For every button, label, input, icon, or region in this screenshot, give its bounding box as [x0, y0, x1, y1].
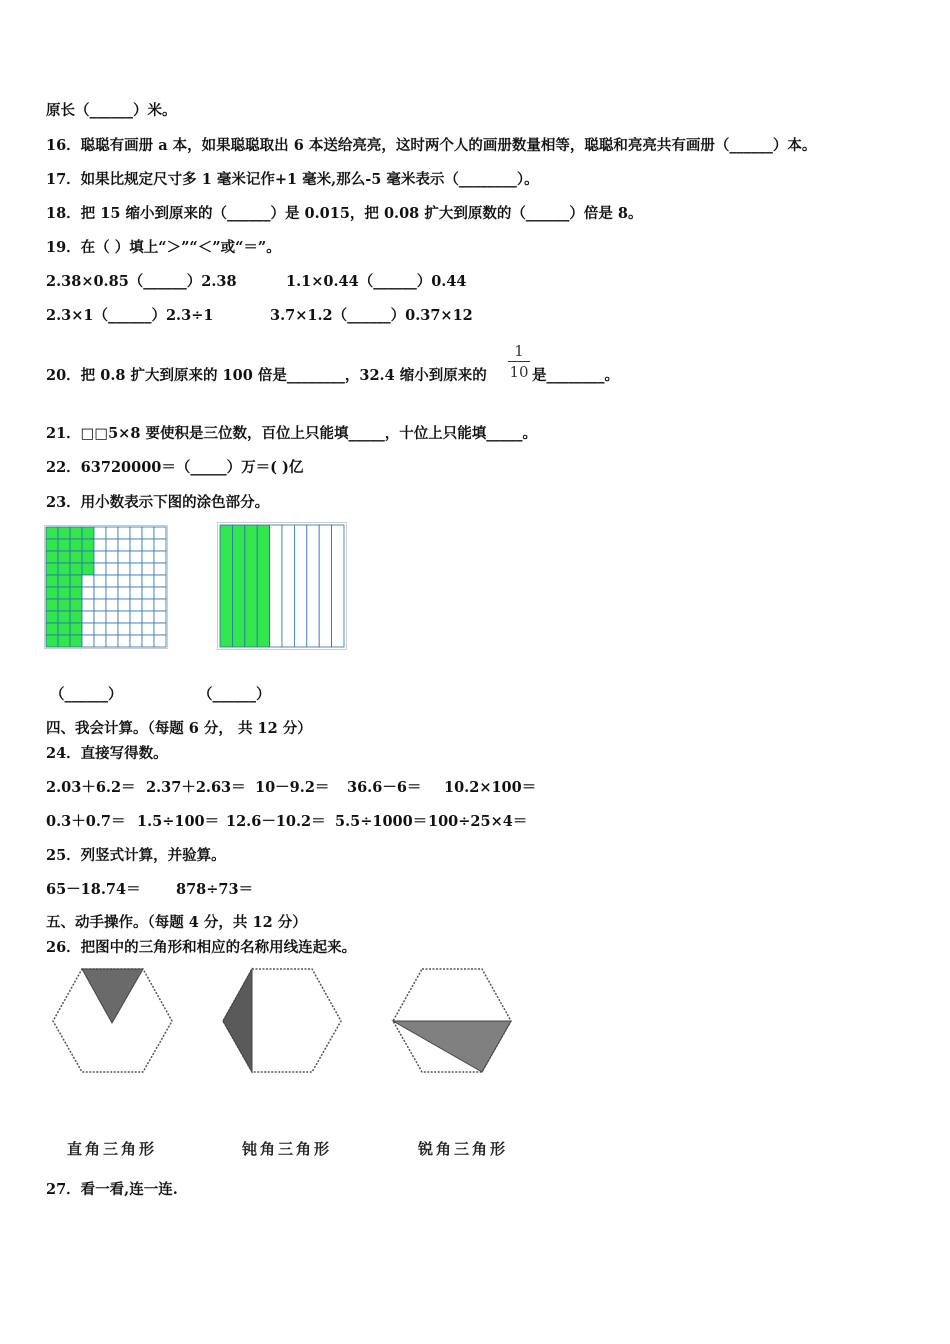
question-25-title: 25．列竖式计算，并验算。 [46, 847, 226, 864]
grid-cell [154, 623, 166, 635]
grid-cell [82, 635, 94, 647]
shaded-cell [82, 539, 94, 551]
shaded-cell [70, 551, 82, 563]
shaded-cell [58, 611, 70, 623]
shaded-cell [70, 575, 82, 587]
grid-cell [130, 563, 142, 575]
grid-cell [82, 599, 94, 611]
q15-tail: 原长（______）米。 [46, 102, 177, 119]
q24-r2-c3: 12.6－10.2＝ [226, 813, 326, 830]
question-27: 27．看一看,连一连. [46, 1181, 178, 1198]
grid-cell [118, 539, 130, 551]
shaded-cell [58, 635, 70, 647]
q24-r2-c1: 0.3＋0.7＝ [46, 813, 126, 830]
grid-cell [106, 623, 118, 635]
question-23-title: 23．用小数表示下图的涂色部分。 [46, 494, 270, 511]
shaded-strip [232, 525, 244, 647]
question-18: 18．把 15 缩小到原来的（______）是 0.015，把 0.08 扩大到原数的（______）倍是 8。 [46, 205, 643, 222]
grid-cell [94, 539, 106, 551]
grid-cell [154, 635, 166, 647]
shaded-cell [46, 575, 58, 587]
grid-cell [118, 599, 130, 611]
shaded-cell [46, 611, 58, 623]
q24-r1-c4: 36.6－6＝ [347, 779, 422, 796]
grid-cell [130, 527, 142, 539]
shaded-strip [257, 525, 269, 647]
q19-item-b: 1.1×0.44（______）0.44 [286, 273, 467, 290]
grid-cell [154, 551, 166, 563]
grid-cell [130, 575, 142, 587]
hexagon-right-triangle [50, 966, 175, 1076]
shaded-cell [58, 587, 70, 599]
grid-cell [130, 551, 142, 563]
question-20-part1: 20．把 0.8 扩大到原来的 100 倍是________，32.4 缩小到原来的 [46, 367, 487, 384]
shaded-cell [82, 551, 94, 563]
fraction-denominator: 10 [509, 363, 529, 381]
question-16: 16．聪聪有画册 a 本，如果聪聪取出 6 本送给亮亮，这时两个人的画册数量相等，聪聪和亮亮共有画册（______）本。 [46, 137, 817, 154]
question-26-title: 26．把图中的三角形和相应的名称用线连起来。 [46, 939, 357, 956]
hexagon-acute-triangle [389, 966, 514, 1076]
grid-cell [94, 623, 106, 635]
shaded-cell [70, 563, 82, 575]
grid-cell [82, 587, 94, 599]
grid-cell [118, 623, 130, 635]
question-19-title: 19．在（ ）填上“＞”“＜”或“＝”。 [46, 239, 281, 256]
grid-cell [82, 623, 94, 635]
shaded-cell [46, 527, 58, 539]
grid-cell [142, 599, 154, 611]
q23-blank-1: （______） [50, 686, 123, 703]
grid-cell [106, 575, 118, 587]
shaded-cell [70, 539, 82, 551]
q25-item-a: 65－18.74＝ [46, 881, 141, 898]
section-5-heading: 五、动手操作。（每题 4 分，共 12 分） [46, 914, 307, 931]
q19-item-c: 2.3×1（______）2.3÷1 [46, 307, 214, 324]
shaded-cell [70, 611, 82, 623]
shaded-cell [58, 599, 70, 611]
shaded-strip [220, 525, 232, 647]
grid-cell [142, 527, 154, 539]
grid-cell [130, 635, 142, 647]
shaded-cell [82, 563, 94, 575]
q24-r2-c4: 5.5÷1000＝ [335, 813, 428, 830]
grid-cell [94, 527, 106, 539]
q24-r1-c5: 10.2×100＝ [444, 779, 537, 796]
grid-cell [106, 587, 118, 599]
fraction-numerator: 1 [514, 342, 524, 360]
grid-cell [118, 527, 130, 539]
grid-cell [130, 623, 142, 635]
shaded-cell [70, 599, 82, 611]
question-22: 22．63720000＝（_____）万＝( )亿 [46, 459, 304, 476]
shaded-strip [245, 525, 257, 647]
q20-fraction [508, 342, 530, 381]
q24-r2-c5: 100÷25×4＝ [428, 813, 528, 830]
grid-cell [94, 611, 106, 623]
strip [332, 525, 344, 647]
strip [307, 525, 319, 647]
q25-item-b: 878÷73＝ [176, 881, 254, 898]
shaded-cell [58, 539, 70, 551]
strip [270, 525, 282, 647]
shaded-cell [46, 623, 58, 635]
grid-cell [106, 527, 118, 539]
q24-r1-c2: 2.37＋2.63＝ [146, 779, 246, 796]
grid-cells [46, 527, 166, 647]
grid-cell [82, 611, 94, 623]
grid-cell [106, 611, 118, 623]
shaded-cell [70, 527, 82, 539]
strip [294, 525, 306, 647]
grid-cell [106, 539, 118, 551]
shaded-cell [46, 563, 58, 575]
shaded-cell [46, 539, 58, 551]
grid-cell [142, 587, 154, 599]
label-obtuse-triangle: 钝角三角形 [242, 1140, 333, 1158]
q24-r2-c2: 1.5÷100＝ [137, 813, 220, 830]
grid-cell [82, 575, 94, 587]
grid-cell [142, 635, 154, 647]
grid-cell [130, 539, 142, 551]
grid-cell [118, 611, 130, 623]
grid-cell [106, 563, 118, 575]
grid-cell [142, 575, 154, 587]
shaded-cell [70, 587, 82, 599]
shaded-cell [70, 635, 82, 647]
strip-cells [220, 525, 344, 647]
grid-cell [118, 563, 130, 575]
grid-cell [94, 551, 106, 563]
shaded-cell [58, 575, 70, 587]
grid-cell [118, 575, 130, 587]
grid-cell [154, 575, 166, 587]
grid-cell [130, 587, 142, 599]
shaded-cell [70, 623, 82, 635]
grid-cell [130, 599, 142, 611]
grid-cell [142, 623, 154, 635]
strip [282, 525, 294, 647]
grid-cell [154, 539, 166, 551]
q19-item-a: 2.38×0.85（______）2.38 [46, 273, 237, 290]
grid-cell [142, 563, 154, 575]
label-acute-triangle: 锐角三角形 [418, 1140, 509, 1158]
tenth-strips-figure [217, 522, 347, 650]
grid-cell [106, 635, 118, 647]
question-20-part2: 是________。 [532, 367, 619, 384]
grid-cell [106, 551, 118, 563]
grid-cell [154, 563, 166, 575]
grid-cell [118, 551, 130, 563]
grid-cell [94, 635, 106, 647]
label-right-triangle: 直角三角形 [67, 1140, 158, 1158]
shaded-cell [82, 527, 94, 539]
shaded-cell [58, 563, 70, 575]
section-4-heading: 四、我会计算。（每题 6 分， 共 12 分） [46, 720, 312, 737]
hundred-grid-figure [44, 525, 168, 649]
q24-r1-c1: 2.03＋6.2＝ [46, 779, 136, 796]
question-21: 21．□□5×8 要使积是三位数，百位上只能填_____，十位上只能填_____。 [46, 425, 537, 442]
question-24-title: 24．直接写得数。 [46, 745, 168, 762]
shaded-cell [58, 551, 70, 563]
grid-cell [106, 599, 118, 611]
grid-cell [94, 587, 106, 599]
grid-cell [94, 575, 106, 587]
strip [319, 525, 331, 647]
question-17: 17．如果比规定尺寸多 1 毫米记作+1 毫米,那么-5 毫米表示（________）。 [46, 171, 539, 188]
grid-cell [154, 527, 166, 539]
grid-cell [154, 587, 166, 599]
grid-cell [130, 611, 142, 623]
shaded-cell [46, 635, 58, 647]
shaded-cell [58, 527, 70, 539]
grid-cell [94, 599, 106, 611]
grid-cell [142, 539, 154, 551]
fraction-bar [508, 361, 530, 362]
grid-cell [142, 551, 154, 563]
shaded-cell [46, 587, 58, 599]
grid-cell [154, 611, 166, 623]
hexagon-obtuse-triangle [219, 966, 344, 1076]
grid-cell [94, 563, 106, 575]
grid-cell [118, 635, 130, 647]
grid-cell [154, 599, 166, 611]
grid-cell [142, 611, 154, 623]
grid-cell [118, 587, 130, 599]
q23-blank-2: （______） [198, 686, 271, 703]
shaded-cell [46, 551, 58, 563]
shaded-cell [46, 599, 58, 611]
shaded-cell [58, 623, 70, 635]
q24-r1-c3: 10－9.2＝ [255, 779, 330, 796]
q19-item-d: 3.7×1.2（______）0.37×12 [270, 307, 473, 324]
shaded-triangle [223, 969, 252, 1072]
